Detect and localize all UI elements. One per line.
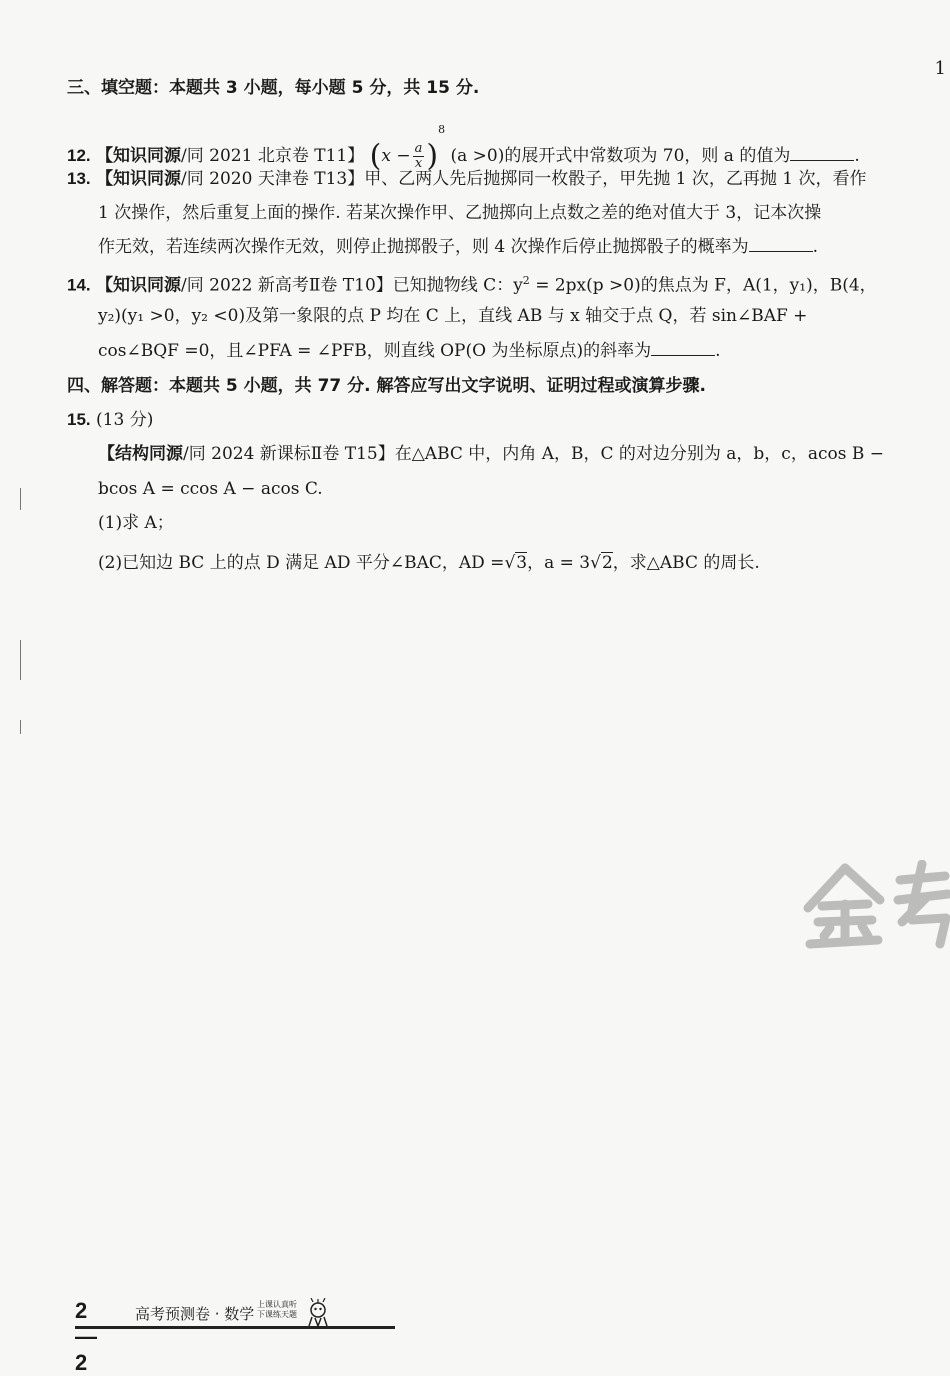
question-number: 13. [67, 169, 91, 188]
fraction-denominator: x [414, 156, 423, 171]
source-ref: /同 2022 新高考Ⅱ卷 T10】 [181, 275, 393, 296]
fraction-numerator: a [414, 141, 423, 156]
period: . [854, 146, 860, 166]
question-score: (13 分) [96, 410, 154, 430]
question-text: cos∠BQF =0，且∠PFA = ∠PFB，则直线 OP(O 为坐标原点)的斜率为 [98, 341, 652, 361]
question-text: 已知抛物线 C：y [392, 275, 523, 296]
answer-blank [749, 235, 813, 252]
question-13-line-3 [98, 234, 818, 260]
margin-mark [20, 720, 21, 734]
paren-close: ) [426, 138, 439, 174]
footer-rule [75, 1326, 395, 1329]
superscript: 2 [522, 274, 530, 287]
source-tag: 【结构同源 [98, 444, 183, 464]
question-15-part-1: (1)求 A； [98, 513, 174, 533]
question-14-line-1 [67, 268, 877, 299]
question-14-line-2: y₂)(y₁ >0，y₂ <0)及第一象限的点 P 均在 C 上，直线 AB 与 x 轴交于点 Q，若 sin∠BAF + [98, 306, 808, 326]
question-15-line-2: bcos A = ccos A − acos C. [98, 479, 323, 499]
footer-slogan [257, 1300, 297, 1320]
source-tag: 【知识同源 [96, 275, 182, 296]
watermark-calligraphy [800, 860, 950, 950]
source-ref: /同 2020 天津卷 T13】 [181, 169, 365, 189]
booklet-title: 高考预测卷 · 数学 [135, 1305, 255, 1323]
question-text: 作无效，若连续两次操作无效，则停止抛掷骰子，则 4 次操作后停止抛掷骰子的概率为 [98, 237, 749, 257]
question-text: = 2px(p >0)的焦点为 F，A(1，y₁)，B(4， [529, 275, 877, 296]
question-number: 14. [67, 275, 91, 295]
answer-blank [651, 339, 715, 356]
period: . [812, 237, 819, 257]
question-number: 15. [67, 410, 91, 429]
section-4-heading: 四、解答题：本题共 5 小题，共 77 分. 解答应写出文字说明、证明过程或演算步骤. [67, 376, 706, 396]
exponent: 8 [438, 123, 446, 136]
question-15-line-1 [98, 441, 884, 467]
answer-blank [790, 144, 854, 161]
question-13-line-1 [67, 166, 866, 192]
question-15-part-2: (2)已知边 BC 上的点 D 满足 AD 平分∠BAC，AD =√3，a = 3√2，求△ABC 的周长. [98, 553, 760, 573]
margin-mark [20, 488, 21, 510]
slogan-top: 上课认真听 [257, 1300, 297, 1309]
source-ref: /同 2024 新课标Ⅱ卷 T15】 [183, 444, 395, 464]
period: . [715, 341, 721, 361]
sqrt-radicand: 3 [516, 553, 528, 573]
page-code: 2—2 [75, 1298, 97, 1375]
source-ref: /同 2021 北京卷 T11】 [181, 146, 365, 166]
question-text: (a >0)的展开式中常数项为 70，则 a 的值为 [450, 146, 791, 166]
paren-open: ( [369, 138, 382, 174]
question-number: 12. [67, 146, 91, 165]
source-tag: 【知识同源 [96, 146, 182, 166]
question-text: ，求△ABC 的周长. [612, 553, 760, 573]
question-12 [67, 117, 860, 174]
question-text: 在△ABC 中，内角 A，B，C 的对边分别为 a，b，c，acos B − [394, 444, 884, 464]
margin-mark [20, 640, 21, 680]
section-3-heading: 三、填空题：本题共 3 小题，每小题 5 分，共 15 分. [67, 78, 480, 98]
source-tag: 【知识同源 [96, 169, 182, 189]
question-15-header [67, 407, 153, 433]
question-text: 甲、乙两人先后抛掷同一枚骰子，甲先抛 1 次，乙再抛 1 次，看作 [364, 169, 867, 189]
slogan-bottom: 下课练天题 [257, 1310, 297, 1319]
page-corner-number: 1 [934, 58, 946, 79]
question-text: (2)已知边 BC 上的点 D 满足 AD 平分∠BAC，AD = [98, 553, 505, 573]
mascot-logo-icon [303, 1298, 333, 1328]
question-14-line-3 [98, 338, 721, 364]
sqrt-radicand: 2 [601, 553, 613, 573]
expr-x: x − [381, 146, 411, 166]
question-13-line-2: 1 次操作，然后重复上面的操作. 若某次操作甲、乙抛掷向上点数之差的绝对值大于 3，记本次操 [98, 203, 822, 223]
question-text: ，a = 3 [527, 553, 591, 573]
